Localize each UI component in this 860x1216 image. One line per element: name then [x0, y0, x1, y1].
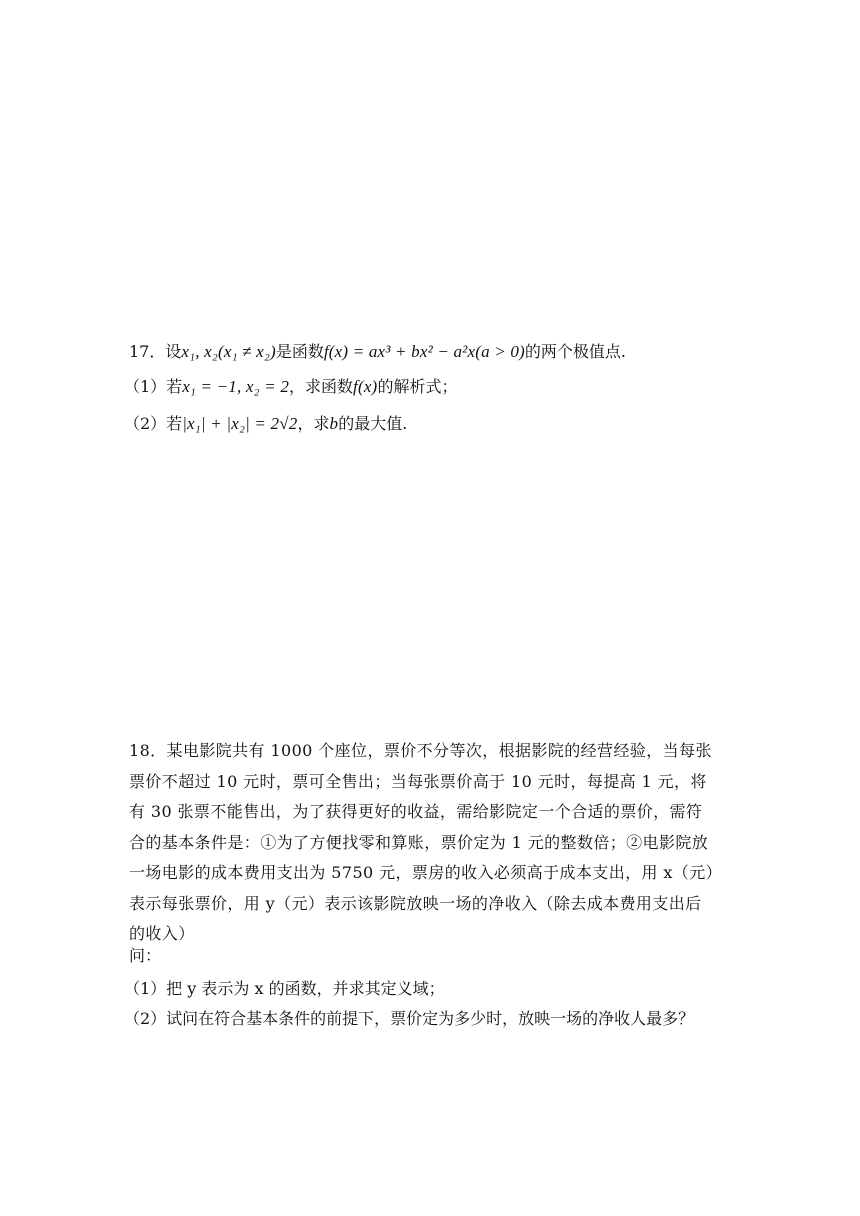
- p18-line-1: 18．某电影院共有 1000 个座位，票价不分等次，根据影院的经营经验，当每张: [129, 741, 712, 760]
- p17-part1-prefix: （1）若: [124, 377, 183, 396]
- p18-line-5: 一场电影的成本费用支出为 5750 元，票房的收入必须高于成本支出，用 x（元）: [129, 863, 723, 882]
- p18-question-1: （1）把 y 表示为 x 的函数，并求其定义域；: [124, 979, 445, 998]
- p17-part2-prefix: （2）若: [124, 414, 183, 433]
- problem-17-part-2: [124, 413, 407, 435]
- p17-part2-cond: |x₁| + |x₂| = 2√2: [182, 414, 298, 433]
- p17-part2-suffix: 的最大值.: [338, 414, 408, 433]
- p17-part1-func: f(x): [353, 377, 378, 396]
- p17-part2-var: b: [329, 414, 339, 433]
- problem-17-header: [129, 341, 626, 363]
- p17-header-prefix: 17．设: [129, 342, 182, 361]
- p18-line-3: 有 30 张票不能售出，为了获得更好的收益，需给影院定一个合适的票价，需符: [129, 802, 703, 821]
- p17-header-mid: 是函数: [275, 342, 324, 361]
- problem-18-body: [129, 736, 739, 950]
- p18-ask: 问：: [129, 946, 162, 965]
- p18-line-6: 表示每张票价，用 y（元）表示该影院放映一场的净收入（除去成本费用支出后: [129, 893, 702, 913]
- p18-line-7: 的收入）: [129, 924, 195, 943]
- problem-17-part-1: [124, 376, 457, 398]
- p18-line-4: 合的基本条件是：①为了方便找零和算账，票价定为 1 元的整数倍；②电影院放: [129, 832, 709, 852]
- p17-part1-suffix: 的解析式；: [377, 377, 458, 396]
- p17-header-vars: x₁, x₂(x₁ ≠ x₂): [181, 342, 276, 361]
- p18-line-2: 票价不超过 10 元时，票可全售出；当每张票价高于 10 元时，每提高 1 元，将: [129, 771, 707, 791]
- p17-part1-mid: ，求函数: [289, 377, 354, 396]
- p17-part2-mid: ，求: [297, 414, 330, 433]
- p17-part1-cond: x₁ = −1, x₂ = 2: [182, 377, 290, 396]
- p17-header-func: f(x) = ax³ + bx² − a²x(a > 0): [323, 342, 525, 361]
- p17-header-suffix: 的两个极值点.: [524, 342, 626, 361]
- p18-question-2: （2）试问在符合基本条件的前提下，票价定为多少时，放映一场的净收人最多？: [124, 1009, 695, 1028]
